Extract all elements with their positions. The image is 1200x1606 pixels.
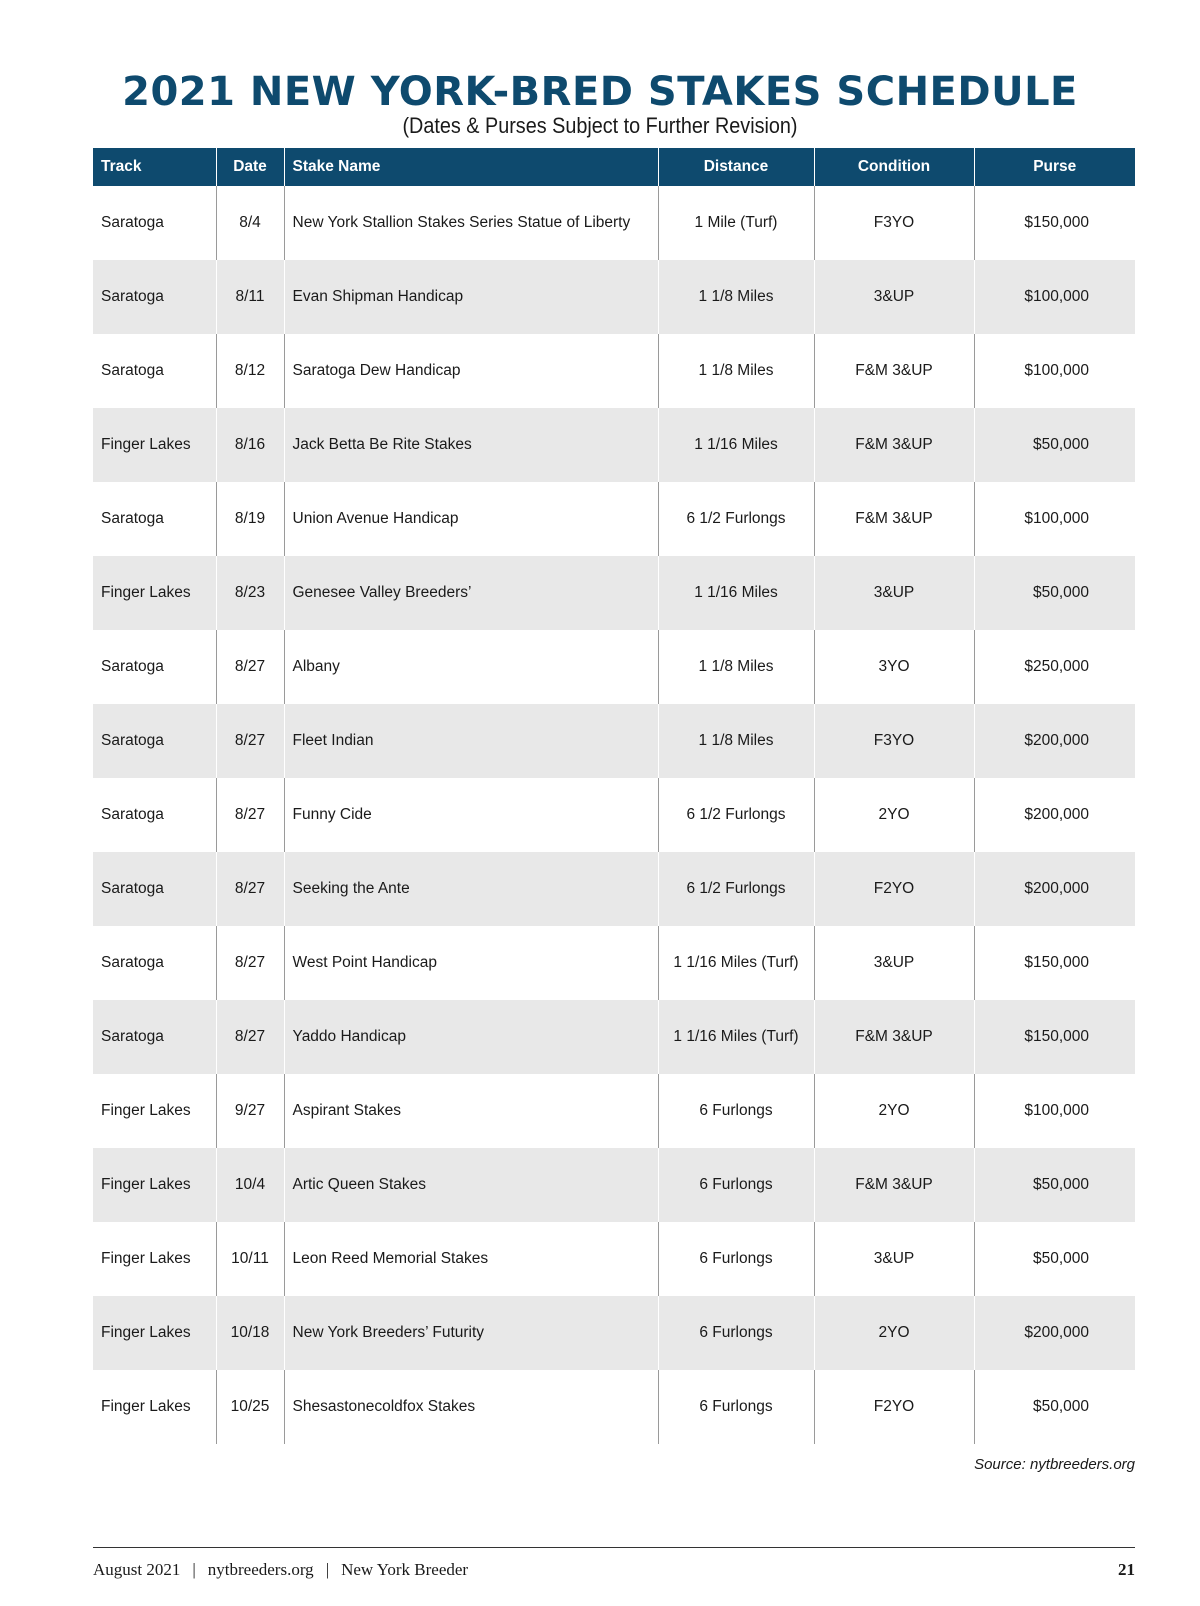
cell-distance: 1 1/8 Miles — [658, 704, 814, 778]
cell-distance: 1 1/8 Miles — [658, 260, 814, 334]
cell-stake-name: Leon Reed Memorial Stakes — [284, 1222, 658, 1296]
source-note: Source: nytbreeders.org — [974, 1456, 1135, 1473]
cell-stake-name: Evan Shipman Handicap — [284, 260, 658, 334]
table-row — [93, 1148, 1135, 1222]
table-row — [93, 1000, 1135, 1074]
cell-track: Finger Lakes — [93, 1296, 216, 1370]
page-footer — [93, 1560, 1135, 1580]
table-row — [93, 408, 1135, 482]
cell-purse: $100,000 — [1024, 1102, 1089, 1119]
cell-date: 8/27 — [216, 630, 284, 704]
cell-purse: $100,000 — [1024, 510, 1089, 527]
stakes-schedule-table — [93, 148, 1135, 1444]
cell-date: 10/4 — [216, 1148, 284, 1222]
table-row — [93, 482, 1135, 556]
cell-distance: 6 1/2 Furlongs — [658, 852, 814, 926]
cell-purse: $50,000 — [974, 408, 1135, 482]
cell-date: 10/11 — [216, 1222, 284, 1296]
cell-stake-name: Fleet Indian — [284, 704, 658, 778]
cell-purse: $200,000 — [974, 704, 1135, 778]
cell-track: Saratoga — [93, 704, 216, 778]
cell-date: 10/25 — [216, 1370, 284, 1444]
cell-date: 10/18 — [216, 1296, 284, 1370]
cell-distance: 1 1/16 Miles (Turf) — [658, 1000, 814, 1074]
cell-distance: 6 1/2 Furlongs — [658, 482, 814, 556]
cell-stake-name: Jack Betta Be Rite Stakes — [284, 408, 658, 482]
cell-stake-name: Union Avenue Handicap — [284, 482, 658, 556]
cell-stake-name: Artic Queen Stakes — [284, 1148, 658, 1222]
cell-date: 8/27 — [216, 778, 284, 852]
cell-distance: 6 Furlongs — [658, 1148, 814, 1222]
cell-date: 8/23 — [216, 556, 284, 630]
cell-track: Saratoga — [93, 1000, 216, 1074]
cell-distance: 6 Furlongs — [658, 1296, 814, 1370]
cell-track: Saratoga — [93, 334, 216, 408]
cell-purse: $200,000 — [974, 852, 1135, 926]
cell-stake-name: Yaddo Handicap — [284, 1000, 658, 1074]
cell-purse: $50,000 — [1032, 1398, 1089, 1415]
cell-track: Finger Lakes — [93, 408, 216, 482]
column-header-distance: Distance — [658, 148, 814, 186]
cell-condition: 3YO — [814, 630, 974, 704]
cell-stake-name: New York Breeders’ Futurity — [284, 1296, 658, 1370]
cell-date: 8/27 — [216, 926, 284, 1000]
cell-track: Saratoga — [93, 186, 216, 260]
cell-date: 8/12 — [216, 334, 284, 408]
cell-track: Finger Lakes — [93, 1370, 216, 1444]
footer-separator: | — [192, 1560, 196, 1579]
cell-track: Saratoga — [93, 852, 216, 926]
column-header-track: Track — [93, 148, 216, 186]
table-row — [93, 1296, 1135, 1370]
footer-issue: August 2021 — [93, 1560, 181, 1579]
cell-condition: F3YO — [814, 186, 974, 260]
cell-condition: F&M 3&UP — [814, 1148, 974, 1222]
cell-purse: $50,000 — [974, 556, 1135, 630]
page-title: 2021 NEW YORK-BRED STAKES SCHEDULE — [122, 69, 1078, 115]
cell-track: Finger Lakes — [93, 1222, 216, 1296]
cell-condition: F&M 3&UP — [814, 334, 974, 408]
column-header-purse: Purse — [974, 148, 1135, 186]
cell-track: Saratoga — [93, 260, 216, 334]
column-header-condition: Condition — [814, 148, 974, 186]
cell-distance: 6 Furlongs — [658, 1074, 814, 1148]
table-row — [93, 334, 1135, 408]
table-row — [93, 186, 1135, 260]
cell-purse: $200,000 — [1024, 806, 1089, 823]
cell-date: 8/16 — [216, 408, 284, 482]
table-row — [93, 260, 1135, 334]
footer-divider — [93, 1547, 1135, 1548]
cell-date: 8/27 — [216, 1000, 284, 1074]
cell-condition: 2YO — [814, 1074, 974, 1148]
table-body — [93, 186, 1135, 1444]
cell-condition: F&M 3&UP — [814, 1000, 974, 1074]
cell-purse: $150,000 — [1024, 214, 1089, 231]
cell-stake-name: Funny Cide — [284, 778, 658, 852]
table-row — [93, 556, 1135, 630]
cell-condition: 3&UP — [814, 556, 974, 630]
cell-stake-name: Albany — [284, 630, 658, 704]
table-row — [93, 1074, 1135, 1148]
cell-condition: 2YO — [814, 1296, 974, 1370]
cell-condition: F&M 3&UP — [814, 408, 974, 482]
cell-condition: 3&UP — [814, 1222, 974, 1296]
cell-distance: 1 Mile (Turf) — [658, 186, 814, 260]
header-row — [93, 148, 1135, 186]
cell-date: 8/27 — [216, 704, 284, 778]
footer-publication: New York Breeder — [341, 1560, 469, 1579]
cell-purse: $200,000 — [974, 1296, 1135, 1370]
cell-date: 8/11 — [216, 260, 284, 334]
cell-condition: F3YO — [814, 704, 974, 778]
cell-distance: 1 1/8 Miles — [658, 630, 814, 704]
cell-stake-name: Saratoga Dew Handicap — [284, 334, 658, 408]
cell-condition: 3&UP — [814, 260, 974, 334]
cell-condition: 2YO — [814, 778, 974, 852]
cell-track: Saratoga — [93, 926, 216, 1000]
table-row — [93, 852, 1135, 926]
table-header — [93, 148, 1135, 186]
cell-stake-name: Seeking the Ante — [284, 852, 658, 926]
cell-track: Saratoga — [93, 482, 216, 556]
cell-stake-name: Aspirant Stakes — [284, 1074, 658, 1148]
page-subtitle: (Dates & Purses Subject to Further Revision) — [402, 113, 798, 138]
cell-distance: 1 1/16 Miles — [658, 556, 814, 630]
cell-stake-name: Shesastonecoldfox Stakes — [284, 1370, 658, 1444]
cell-distance: 1 1/16 Miles — [658, 408, 814, 482]
cell-purse: $50,000 — [1032, 1250, 1089, 1267]
cell-track: Saratoga — [93, 630, 216, 704]
table-row — [93, 1222, 1135, 1296]
cell-date: 8/19 — [216, 482, 284, 556]
table-row — [93, 1370, 1135, 1444]
cell-stake-name: Genesee Valley Breeders’ — [284, 556, 658, 630]
cell-purse: $150,000 — [1024, 954, 1089, 971]
cell-purse: $100,000 — [1024, 362, 1089, 379]
table-row — [93, 778, 1135, 852]
column-header-stake-name: Stake Name — [284, 148, 658, 186]
footer-website: nytbreeders.org — [207, 1560, 314, 1579]
cell-date: 8/4 — [216, 186, 284, 260]
cell-distance: 1 1/16 Miles (Turf) — [658, 926, 814, 1000]
cell-condition: F&M 3&UP — [814, 482, 974, 556]
table-row — [93, 630, 1135, 704]
table-row — [93, 704, 1135, 778]
cell-track: Finger Lakes — [93, 1074, 216, 1148]
cell-purse: $150,000 — [974, 1000, 1135, 1074]
cell-condition: 3&UP — [814, 926, 974, 1000]
cell-date: 8/27 — [216, 852, 284, 926]
cell-purse: $100,000 — [974, 260, 1135, 334]
cell-track: Finger Lakes — [93, 556, 216, 630]
table-row — [93, 926, 1135, 1000]
footer-separator: | — [325, 1560, 330, 1579]
cell-purse: $250,000 — [1024, 658, 1089, 675]
cell-condition: F2YO — [814, 1370, 974, 1444]
cell-distance: 6 1/2 Furlongs — [658, 778, 814, 852]
cell-track: Saratoga — [93, 778, 216, 852]
cell-condition: F2YO — [814, 852, 974, 926]
cell-stake-name: New York Stallion Stakes Series Statue of Liberty — [284, 186, 658, 260]
column-header-date: Date — [216, 148, 284, 186]
cell-date: 9/27 — [216, 1074, 284, 1148]
cell-track: Finger Lakes — [93, 1148, 216, 1222]
cell-distance: 1 1/8 Miles — [658, 334, 814, 408]
page-number: 21 — [1118, 1560, 1135, 1579]
cell-purse: $50,000 — [974, 1148, 1135, 1222]
cell-distance: 6 Furlongs — [658, 1222, 814, 1296]
cell-distance: 6 Furlongs — [658, 1370, 814, 1444]
cell-stake-name: West Point Handicap — [284, 926, 658, 1000]
